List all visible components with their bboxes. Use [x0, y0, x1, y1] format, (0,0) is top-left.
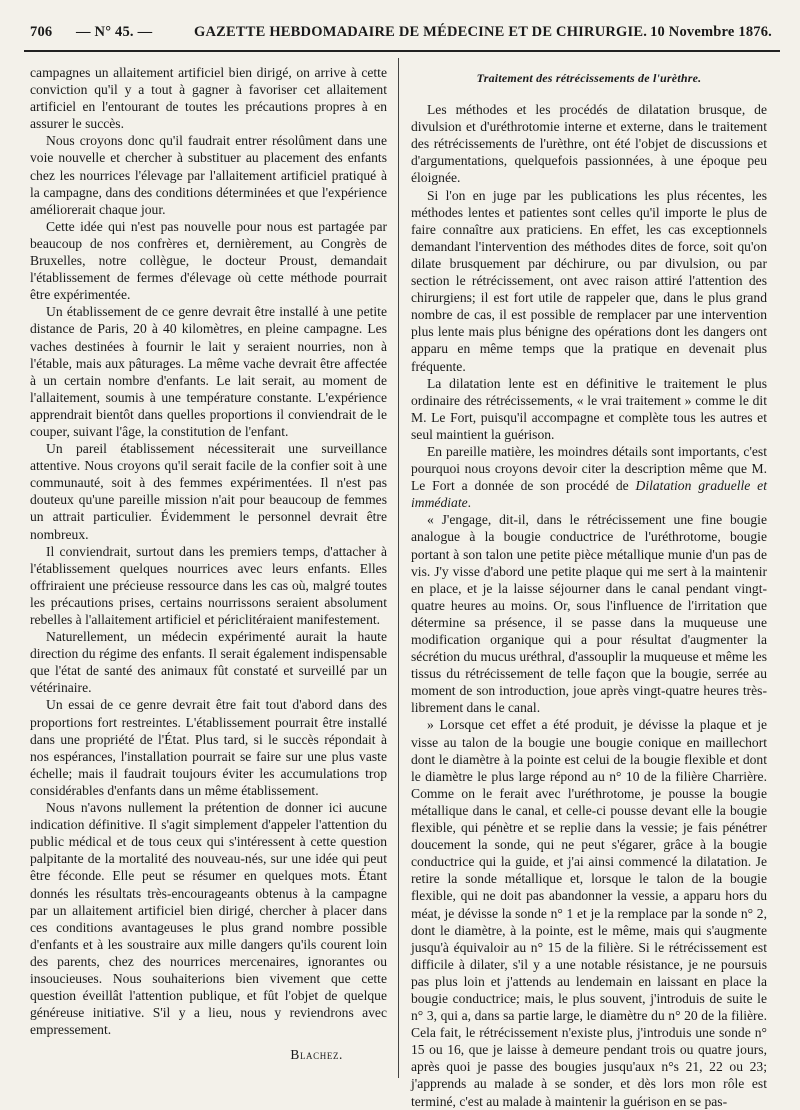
- column-divider: [398, 58, 399, 1078]
- paragraph: Un établissement de ce genre devrait être installé à une petite distance de Paris, 20 à 40 kilomètres, en pleine campagne. Les vaches destinées à fournir le lait y seraient nourries, non à l'étable, mais aux pâturages. La même vache devrait être affectée à un certain nombre d'enfants. Le lait serait, au moment de l'allaitement, soumis à une température constante. L'expérience apprendrait bientôt dans quelles proportions il conviendrait de le couper, suivant l'âge, la constitution de l'enfant.: [30, 304, 387, 439]
- paragraph: Cette idée qui n'est pas nouvelle pour nous est partagée par beaucoup de nos confrères et, dernièrement, au Congrès de Bruxelles, notre collègue, le docteur Proust, demandait l'établissement de fermes d'élevage où cette méthode pourrait être expérimentée.: [30, 218, 387, 303]
- paragraph: Nous croyons donc qu'il faudrait entrer résolûment dans une voie nouvelle et chercher à substituer au placement des enfants chez les nourrices l'élevage par l'allaitement artificiel pratiqué à la campagne, dans des conditions déterminées et que l'expérience améliorerait chaque jour.: [30, 133, 387, 217]
- paragraph: Si l'on en juge par les publications les plus récentes, les méthodes lentes et patientes sont celles qu'il importe le plus de faire connaître aux praticiens. En effet, les cas exceptionnels demandant l'intervention des méthodes dites de force, soit qu'on dilate brusquement par déchirure, ou par divulsion, ou par section le rétrécissement, ont avec raison attiré l'attention des chirurgiens; il est fort utile de rappeler que, dans le plus grand nombre de cas, il est possible de remplacer par une intervention plus lente mais plus bénigne des opérations dont les dangers ont apparu en même temps que la pratique en devenait plus fréquente.: [411, 187, 767, 374]
- issue-number: — N° 45. —: [76, 24, 153, 40]
- page-header: [24, 22, 780, 48]
- paragraph: campagnes un allaitement artificiel bien dirigé, on arrive à cette conviction qu'il y a tout à gagner à favoriser cet allaitement artificiel en l'entourant de toutes les précautions propres à en assurer le succès.: [30, 65, 387, 132]
- paragraph: Un essai de ce genre devrait être fait tout d'abord dans des proportions fort restreintes. L'établissement pourrait être installé dans une propriété de l'État. Plus tard, si le succès répondait à nos espérances, l'installation pourrait se faire sur une plus vaste échelle; mais il faudrait toujours éviter les accumulations trop considérables d'enfants dans un même établissement.: [30, 697, 387, 798]
- left-column: [30, 64, 387, 1063]
- header-rule: [24, 50, 780, 52]
- quote-paragraph: « J'engage, dit-il, dans le rétrécissement une fine bougie analogue à la bougie conductrice de l'uréthrotome, bougie portant à son talon une petite pièce métallique munie d'un pas de vis. J'y visse d'abord une petite plaque qui me sert à la maintenir en place, et je la laisse séjourner dans le canal pendant vingt-quatre heures au moins. Or, sous l'influence de l'irritation que détermine sa présence, il se passe dans la muqueuse une modification organique qui a pour résultat d'augmenter la sécrétion du mucus uréthral, d'assouplir la muqueuse et même les tissus du rétrécissement de telle façon que la bougie, serrée au moment de son introduction, joue après vingt-quatre heures très-librement dans le canal.: [411, 512, 767, 716]
- quote-paragraph: » Lorsque cet effet a été produit, je dévisse la plaque et je visse au talon de la bougie une bougie conique en maillechort dont le diamètre à la pointe est celui de la bougie flexible et dont le diamètre le plus large répond au n° 10 de la filière Charrière. Comme on le ferait avec l'uréthrotome, je pousse la bougie métallique dans le canal, et celle-ci pousse devant elle la bougie flexible, qui pénètre et se replie dans la vessie; je fais pénétrer doucement la sonde, qui ne peut s'égarer, grâce à la bougie conductrice qui la guide, et j'ai ainsi commencé la dilatation. Je retire la sonde métallique et, lorsque le talon de la bougie flexible, qui ne doit pas abandonner la vessie, a apparu hors du méat, je dévisse la sonde n° 1 et je la remplace par la sonde n° 2, dont le diamètre, à la pointe, est le même, mais qui s'augmente jusqu'à équivaloir au n° 15 de la filière. Si le rétrécissement est difficile à dilater, s'il y a une notable résistance, je ne poursuis pas plus loin et j'attends au lendemain en laissant en place la bougie conductrice; mais, le plus souvent, j'introduis de suite le n° 3, qui a, dans sa partie large, le diamètre du n° 20 de la filière. Cela fait, le rétrécissement n'existe plus, j'introduis une sonde n° 15 ou 16, que je laisse à demeure pendant trois ou quatre jours, après quoi je passe des bougies jusqu'aux n°s 21, 22 ou 23; j'apprends au malade à se sonder, et dès lors mon rôle est terminé, c'est au malade à maintenir la guérison en se pas-: [411, 717, 767, 1109]
- journal-title: GAZETTE HEBDOMADAIRE DE MÉDECINE ET DE CHIRURGIE.: [194, 24, 648, 40]
- paragraph-with-italic: [411, 443, 767, 511]
- paragraph-text: .: [467, 495, 472, 511]
- paragraph: Il conviendrait, surtout dans les premiers temps, d'attacher à l'établissement quelques nourrices avec leurs enfants. Elles offriraient une précieuse ressource dans les cas où, malgré toutes les précautions prises, certains nourrissons seraient absolument rebelles à l'allaitement artificiel et périclitéraient manifestement.: [30, 543, 387, 627]
- paragraph-text: En pareille matière, les moindres détails sont importants, c'est pourquoi nous croyons devoir citer la description même que M. Le Fort a donnée de son procédé de: [411, 443, 767, 494]
- procedure-name: Dilatation graduelle et immédiate: [411, 478, 767, 511]
- page-number: 706: [30, 24, 53, 40]
- paragraph: Un pareil établissement nécessiterait une surveillance attentive. Nous croyons qu'il serait facile de la confier soit à une communauté, soit à des femmes expérimentées. Il n'est pas douteux qu'une pareille mission n'ait pour beaucoup de femmes un attrait particulier. Évidemment le personnel devrait être nombreux.: [30, 441, 387, 542]
- author-signature: Blachez.: [290, 1047, 343, 1063]
- paragraph: Les méthodes et les procédés de dilatation brusque, de divulsion et d'uréthrotomie interne et externe, dans le traitement des rétrécissements de l'urèthre, ont été l'objet de discussions et d'argumentations, quelquefois passionnées, à une époque peu éloignée.: [411, 102, 767, 186]
- right-column: [411, 64, 767, 1110]
- issue-date: 10 Novembre 1876.: [650, 24, 772, 40]
- paragraph: La dilatation lente est en définitive le traitement le plus ordinaire des rétrécissements, « le vrai traitement » comme le dit M. Le Fort, puisqu'il accompagne et complète tous les autres et seul maintient la guérison.: [411, 375, 767, 442]
- section-title: Traitement des rétrécissements de l'urèthre.: [476, 71, 702, 85]
- paragraph: Naturellement, un médecin expérimenté aurait la haute direction du régime des enfants. Il serait également indispensable que l'état de santé des animaux fût constaté et surveillé par un vétérinaire.: [30, 629, 387, 696]
- paragraph: Nous n'avons nullement la prétention de donner ici aucune indication définitive. Il s'agit simplement d'appeler l'attention du public médical et de tous ceux qui s'intéressent à cette question palpitante de la mortalité des nouveau-nés, sur une idée qui peut être féconde. Elle peut se résumer en quelques mots. Étant donnés les résultats très-encourageants obtenus à la campagne par un allaitement artificiel bien dirigé, chercher à placer dans ces conditions avantageuses le plus grand nombre possible d'enfants et à les soustraire aux mille dangers qu'ils courent loin des parents, chez des nourrices mercenaires, ignorantes ou insoucieuses. Nous souhaiterions bien vivement que cette question éveillât l'attention publique, et fût l'objet de quelque généreuse initiative. S'il y a lieu, nous y reviendrons avec empressement.: [30, 800, 387, 1038]
